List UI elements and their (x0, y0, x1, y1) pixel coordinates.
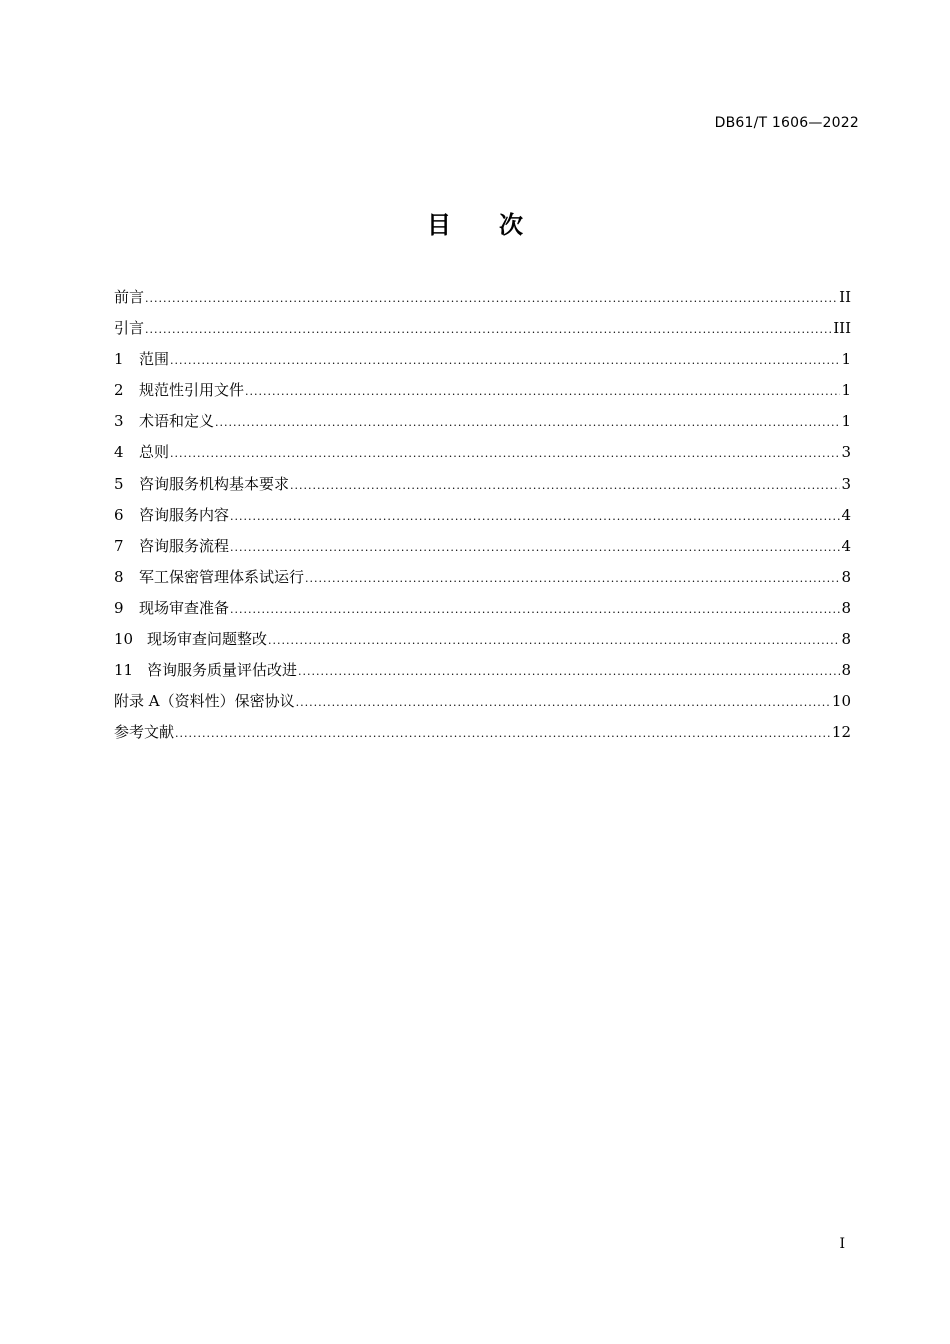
toc-entry-page: 1 (841, 412, 851, 431)
toc-entry-page: III (833, 319, 851, 338)
toc-entry-page: 8 (841, 630, 851, 649)
toc-leader-dots (298, 665, 840, 678)
toc-entry-number: 9 (114, 598, 124, 617)
toc-entry-2[interactable] (114, 379, 851, 410)
toc-title (0, 205, 950, 240)
toc-entry-appendix-a[interactable] (114, 690, 851, 721)
toc-list (114, 286, 851, 752)
toc-leader-dots (170, 354, 840, 367)
toc-leader-dots (305, 572, 840, 585)
toc-entry-label: 总则 (139, 443, 170, 462)
toc-entry-page: 3 (841, 474, 851, 493)
toc-entry-3[interactable] (114, 410, 851, 441)
toc-leader-dots (296, 696, 831, 709)
toc-title-part1: 目 (427, 211, 451, 239)
toc-entry-label: 军工保密管理体系试运行 (139, 567, 305, 586)
toc-entry-11[interactable] (114, 659, 851, 690)
toc-entry-label: 参考文献 (114, 723, 175, 742)
toc-leader-dots (290, 479, 840, 492)
standard-code: DB61/T 1606—2022 (714, 115, 859, 131)
toc-entry-label: 咨询服务流程 (139, 536, 230, 555)
toc-leader-dots (145, 323, 832, 336)
toc-entry-number: 7 (114, 536, 124, 555)
toc-entry-number: 2 (114, 381, 124, 400)
toc-entry-introduction[interactable] (114, 317, 851, 348)
toc-entry-page: 3 (841, 443, 851, 462)
toc-entry-page: II (839, 288, 851, 306)
toc-entry-page: 8 (841, 567, 851, 586)
toc-entry-bibliography[interactable] (114, 721, 851, 752)
toc-leader-dots (230, 603, 840, 616)
toc-entry-number: 6 (114, 505, 124, 524)
toc-title-part2: 次 (499, 211, 523, 239)
toc-leader-dots (175, 727, 831, 740)
toc-leader-dots (230, 510, 840, 523)
toc-entry-label: 范围 (139, 350, 170, 369)
toc-entry-6[interactable] (114, 504, 851, 535)
toc-entry-number: 1 (114, 350, 124, 369)
toc-entry-8[interactable] (114, 566, 851, 597)
toc-entry-number: 5 (114, 474, 124, 493)
toc-entry-label: 现场审查准备 (139, 598, 230, 617)
toc-leader-dots (268, 634, 840, 647)
toc-entry-label: 咨询服务内容 (139, 505, 230, 524)
toc-entry-number: 10 (114, 630, 134, 649)
toc-entry-label: 附录 A（资料性）保密协议 (114, 692, 295, 711)
toc-entry-label: 咨询服务机构基本要求 (139, 474, 290, 493)
toc-leader-dots (170, 447, 840, 460)
toc-entry-7[interactable] (114, 535, 851, 566)
toc-entry-label: 前言 (114, 288, 145, 306)
toc-entry-5[interactable] (114, 473, 851, 504)
toc-entry-page: 1 (841, 350, 851, 369)
toc-entry-page: 12 (831, 723, 851, 742)
toc-entry-number: 8 (114, 567, 124, 586)
toc-entry-page: 8 (841, 661, 851, 680)
toc-entry-4[interactable] (114, 441, 851, 472)
toc-entry-label: 现场审查问题整改 (147, 630, 268, 649)
toc-entry-label: 术语和定义 (139, 412, 215, 431)
toc-entry-1[interactable] (114, 348, 851, 379)
toc-leader-dots (245, 385, 840, 398)
toc-leader-dots (215, 416, 840, 429)
toc-leader-dots (230, 541, 840, 554)
toc-entry-label: 引言 (114, 319, 145, 338)
toc-entry-label: 咨询服务质量评估改进 (147, 661, 298, 680)
toc-entry-number: 3 (114, 412, 124, 431)
toc-entry-number: 11 (114, 661, 134, 680)
toc-entry-foreword[interactable] (114, 286, 851, 317)
toc-leader-dots (145, 292, 838, 305)
toc-entry-page: 4 (841, 536, 851, 555)
toc-entry-page: 4 (841, 505, 851, 524)
toc-entry-9[interactable] (114, 597, 851, 628)
toc-entry-10[interactable] (114, 628, 851, 659)
toc-entry-page: 8 (841, 598, 851, 617)
page-number: I (839, 1236, 845, 1252)
toc-entry-page: 10 (831, 692, 851, 711)
toc-entry-page: 1 (841, 381, 851, 400)
toc-entry-number: 4 (114, 443, 124, 462)
toc-entry-label: 规范性引用文件 (139, 381, 245, 400)
